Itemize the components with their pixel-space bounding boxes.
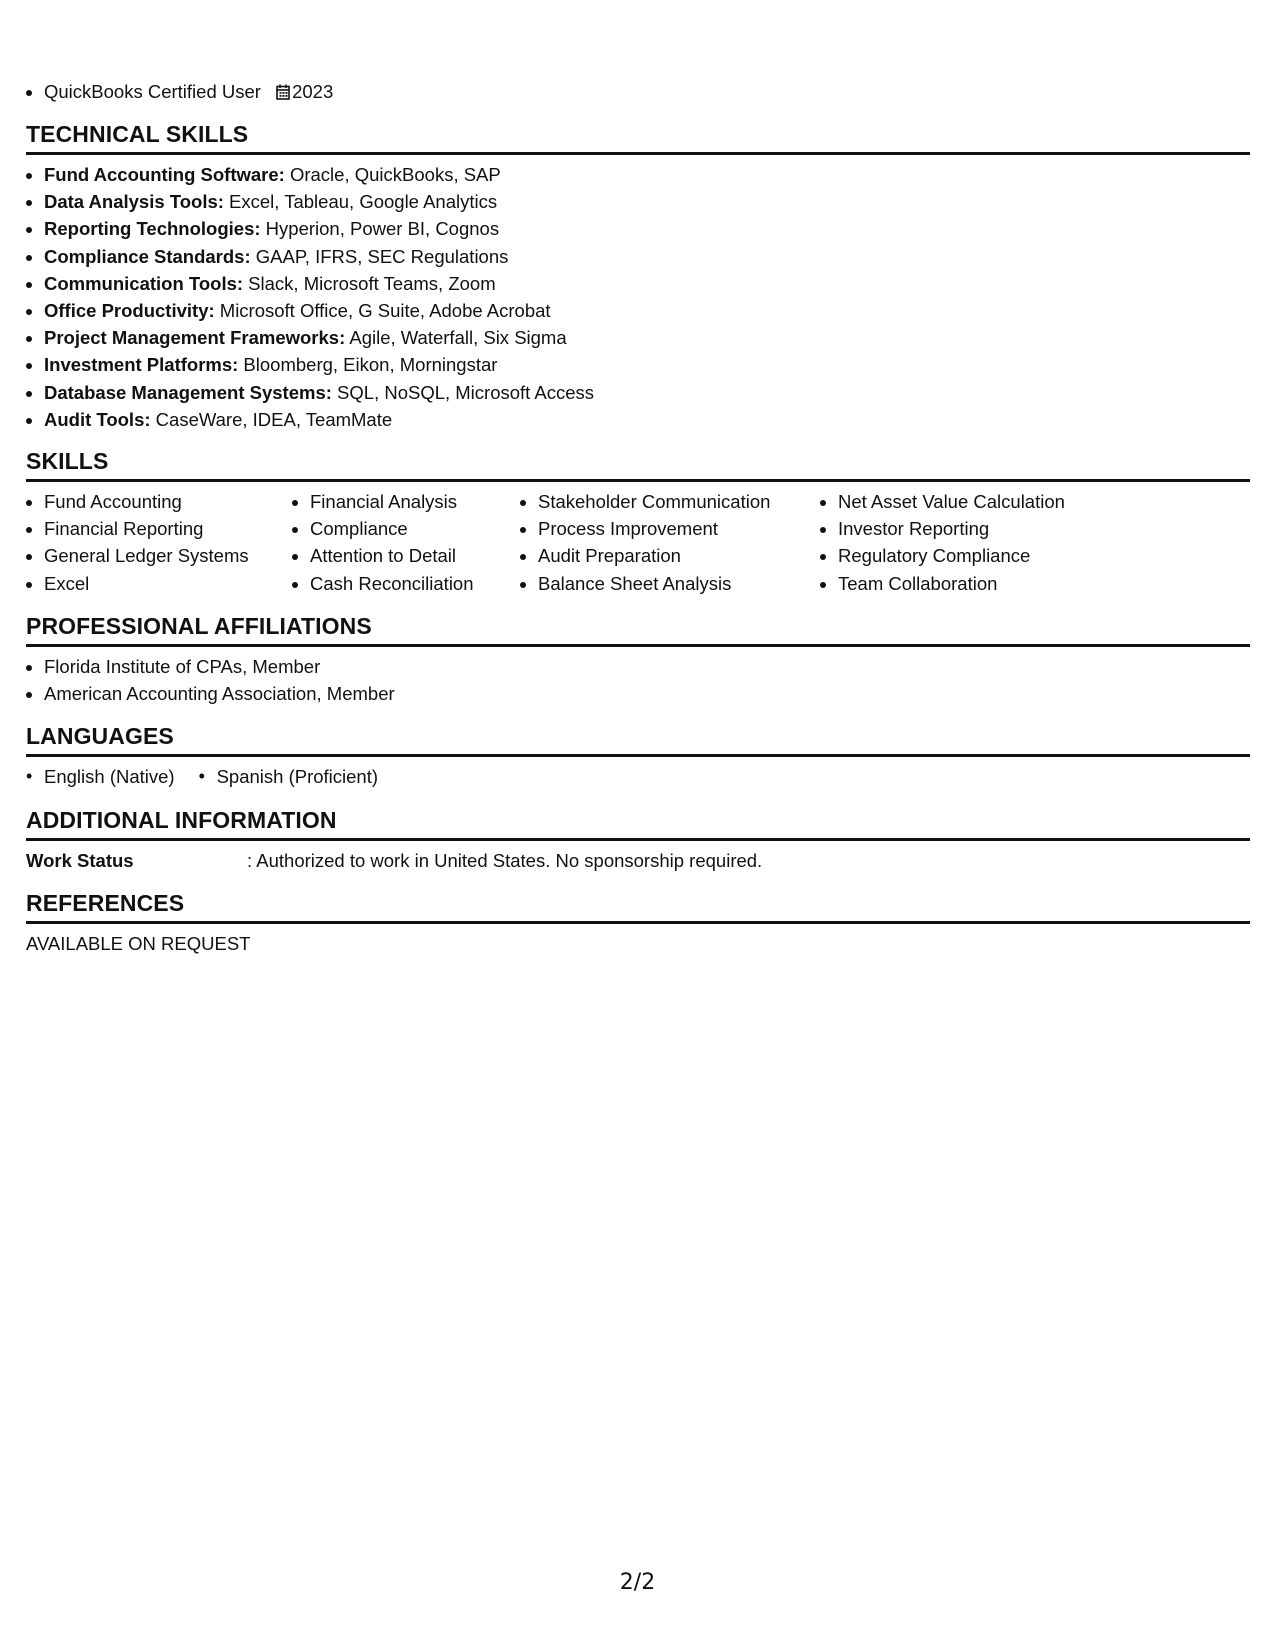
skill-value: CaseWare, IDEA, TeamMate — [150, 408, 393, 430]
additional-info-title: ADDITIONAL INFORMATION — [26, 806, 1250, 841]
list-item — [44, 297, 1250, 324]
list-item: • Stakeholder Communication — [538, 488, 820, 515]
list-item: • Financial Reporting — [44, 515, 292, 542]
list-item: • Attention to Detail — [310, 542, 520, 569]
skills-column — [520, 488, 820, 597]
languages-section — [26, 722, 1250, 790]
list-item: • General Ledger Systems — [44, 542, 292, 569]
certifications-list — [26, 80, 333, 104]
additional-info-section — [26, 806, 1250, 873]
technical-skills-title: TECHNICAL SKILLS — [26, 120, 1250, 155]
references-title: REFERENCES — [26, 889, 1250, 924]
calendar-icon — [276, 84, 290, 100]
skill-value: Slack, Microsoft Teams, Zoom — [243, 272, 496, 294]
list-item — [44, 324, 1250, 351]
affiliations-list — [26, 653, 1250, 707]
skill-label: Project Management Frameworks: — [44, 327, 346, 349]
skills-title: SKILLS — [26, 447, 1250, 482]
work-status-value: : Authorized to work in United States. No sponsorship required. — [247, 850, 763, 871]
skills-section — [26, 447, 1250, 597]
list-item: • Process Improvement — [538, 515, 820, 542]
certification-item — [44, 80, 333, 104]
list-item — [44, 270, 1250, 297]
list-item: • Team Collaboration — [838, 570, 1138, 597]
skills-column — [292, 488, 520, 597]
work-status-label: Work Status — [26, 850, 134, 871]
skill-value: Microsoft Office, G Suite, Adobe Acrobat — [214, 300, 551, 322]
skill-value: Excel, Tableau, Google Analytics — [223, 191, 498, 213]
list-item: • Fund Accounting — [44, 488, 292, 515]
list-item: • Cash Reconciliation — [310, 570, 520, 597]
list-item — [44, 406, 1250, 433]
skill-value: Bloomberg, Eikon, Morningstar — [238, 354, 498, 376]
skill-label: Communication Tools: — [44, 272, 244, 294]
skill-label: Audit Tools: — [44, 408, 151, 430]
technical-skills-list — [26, 161, 1250, 433]
skill-label: Reporting Technologies: — [44, 218, 261, 240]
list-item: • Excel — [44, 570, 292, 597]
skill-value: Hyperion, Power BI, Cognos — [260, 218, 500, 240]
skill-value: GAAP, IFRS, SEC Regulations — [250, 245, 509, 267]
skill-label: Data Analysis Tools: — [44, 191, 224, 213]
list-item: • Balance Sheet Analysis — [538, 570, 820, 597]
skill-label: Investment Platforms: — [44, 354, 239, 376]
certification-year: 2023 — [292, 81, 334, 102]
list-item — [44, 351, 1250, 378]
skill-value: SQL, NoSQL, Microsoft Access — [331, 381, 595, 403]
list-item: • English (Native) — [26, 763, 175, 790]
languages-title: LANGUAGES — [26, 722, 1250, 757]
references-text: AVAILABLE ON REQUEST — [26, 933, 251, 954]
affiliations-title: PROFESSIONAL AFFILIATIONS — [26, 612, 1250, 647]
languages-list — [26, 763, 1250, 790]
list-item: • Audit Preparation — [538, 542, 820, 569]
references-section — [26, 889, 1250, 956]
skills-grid — [26, 488, 1250, 597]
page-number: 2/2 — [619, 1570, 656, 1595]
affiliations-section — [26, 612, 1250, 707]
skill-value: Agile, Waterfall, Six Sigma — [345, 327, 567, 349]
list-item — [44, 188, 1250, 215]
list-item: • Financial Analysis — [310, 488, 520, 515]
skill-value: Oracle, QuickBooks, SAP — [284, 164, 501, 185]
list-item: • Compliance — [310, 515, 520, 542]
skill-label: Fund Accounting Software: — [44, 164, 285, 185]
list-item — [44, 215, 1250, 242]
list-item — [44, 379, 1250, 406]
skill-label: Compliance Standards: — [44, 245, 251, 267]
skills-column — [820, 488, 1138, 597]
list-item — [44, 243, 1250, 270]
skill-label: Office Productivity: — [44, 300, 215, 322]
skills-column — [26, 488, 292, 597]
list-item: • Net Asset Value Calculation — [838, 488, 1138, 515]
work-status-row — [26, 849, 1250, 873]
certification-name: QuickBooks Certified User — [44, 81, 261, 102]
list-item: • Regulatory Compliance — [838, 542, 1138, 569]
list-item: • Spanish (Proficient) — [199, 763, 378, 790]
skill-label: Database Management Systems: — [44, 381, 332, 403]
list-item — [44, 161, 1250, 188]
list-item: • American Accounting Association, Member — [44, 680, 1250, 707]
technical-skills-section — [26, 120, 1250, 433]
list-item: • Florida Institute of CPAs, Member — [44, 653, 1250, 680]
list-item: • Investor Reporting — [838, 515, 1138, 542]
